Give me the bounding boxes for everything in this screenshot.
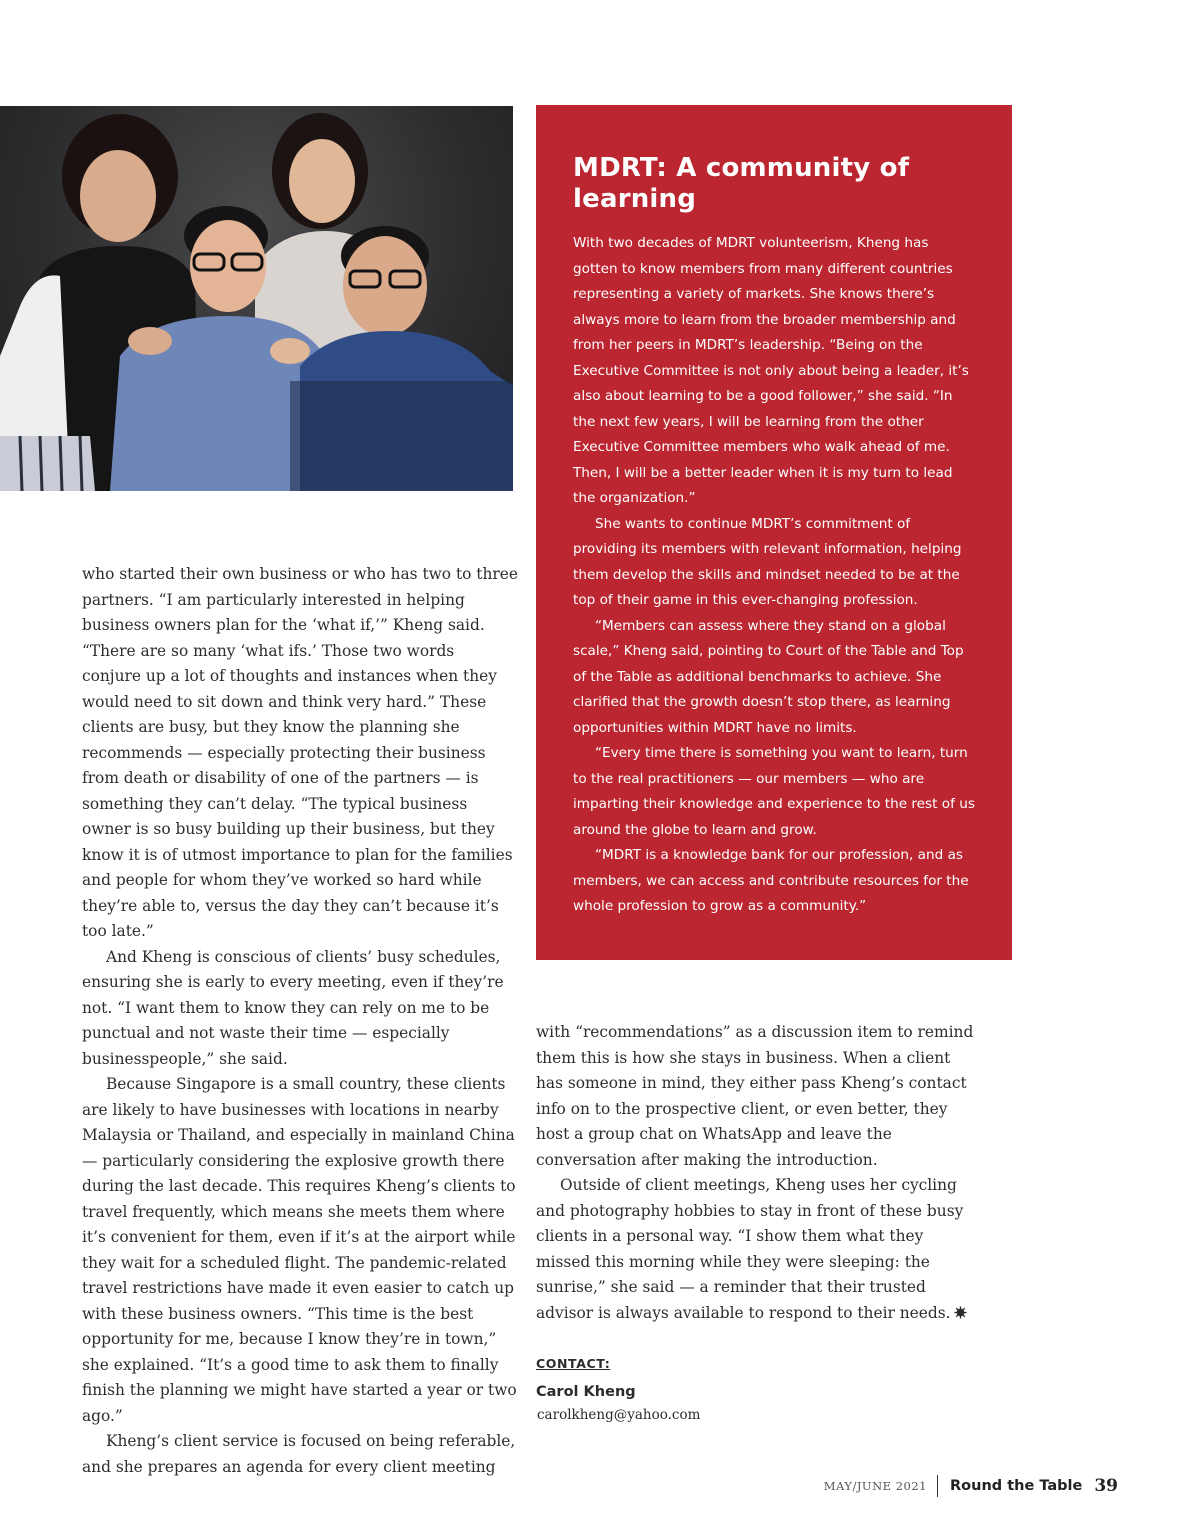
sidebar-box bbox=[536, 105, 1012, 960]
family-photo bbox=[0, 106, 513, 491]
end-mark-icon bbox=[954, 1306, 967, 1319]
footer-divider bbox=[937, 1475, 938, 1497]
family-photo-illustration bbox=[0, 106, 513, 491]
body-paragraph: Kheng’s client service is focused on being referable, and she prepares an agenda for every client meeting bbox=[82, 1432, 516, 1476]
body-paragraph: Because Singapore is a small country, these clients are likely to have businesses with locations in nearby Malaysia or Thailand, and especially in mainland China — particularly considering the explosive growth there during the last decade. This requires Kheng’s clients to travel frequently, which means she meets them where it’s convenient for them, even if it’s at the airport while they wait for a scheduled flight. The pandemic-related travel restrictions have made it even easier to catch up with these business owners. “This time is the best opportunity for me, because I know they’re in town,” she explained. “It’s a good time to ask them to finally finish the planning we might have started a year or two ago.” bbox=[82, 1075, 517, 1425]
page-number: 39 bbox=[1094, 1476, 1118, 1496]
body-paragraph-end bbox=[536, 1173, 976, 1326]
sidebar-paragraph: “Every time there is something you want to learn, turn to the real practitioners — our members — who are imparting their knowledge and experience to the rest of us around the globe to learn and grow. bbox=[573, 745, 975, 838]
sidebar-paragraph: “MDRT is a knowledge bank for our profession, and as members, we can access and contribute resources for the whole profession to grow as a community.” bbox=[573, 847, 969, 914]
sidebar-paragraph: She wants to continue MDRT’s commitment of providing its members with relevant information, helping them develop the skills and mindset needed to be at the top of their game in this ever-changing profession. bbox=[573, 515, 962, 608]
sidebar-paragraph: With two decades of MDRT volunteerism, Kheng has gotten to know members from many different countries representing a variety of markets. She knows there’s always more to learn from the broader membership and from her peers in MDRT’s leadership. “Being on the Executive Committee is not only about being a leader, it’s also about learning to be a good follower,” she said. “In the next few years, I will be learning from the other Executive Committee members who walk ahead of me. Then, I will be a better leader when it is my turn to lead the organization.” bbox=[573, 235, 969, 506]
body-column-right bbox=[536, 1020, 976, 1326]
body-paragraph: with “recommendations” as a discussion item to remind them this is how she stays in business. When a client has someone in mind, they either pass Kheng’s contact info on to the prospective client, or even better, they host a group chat on WhatsApp and leave the conversation after making the introduction. bbox=[536, 1023, 974, 1169]
sidebar-paragraph: “Members can assess where they stand on a global scale,” Kheng said, pointing to Court of the Table and Top of the Table as additional benchmarks to achieve. She clarified that the growth doesn’t stop there, as learning opportunities within MDRT have no limits. bbox=[573, 617, 964, 736]
contact-name: Carol Kheng bbox=[536, 1384, 636, 1400]
body-paragraph: Outside of client meetings, Kheng uses her cycling and photography hobbies to stay in front of these busy clients in a personal way. “I show them what they missed this morning while they were sleeping: the sunrise,” she said — a reminder that their trusted advisor is always available to respond to their needs. bbox=[536, 1176, 964, 1322]
body-paragraph: And Kheng is conscious of clients’ busy schedules, ensuring she is early to every meeting, even if they’re not. “I want them to know they can rely on me to be punctual and not waste their time — especially businesspeople,” she said. bbox=[82, 947, 504, 1068]
issue-date: MAY/JUNE 2021 bbox=[823, 1479, 927, 1493]
contact-email: carolkheng@yahoo.com bbox=[537, 1407, 701, 1423]
page-footer bbox=[824, 1473, 1118, 1499]
sidebar-title: MDRT: A community of learning bbox=[573, 153, 910, 214]
magazine-name: Round the Table bbox=[950, 1478, 1083, 1494]
body-column-left bbox=[82, 562, 518, 1480]
body-paragraph: who started their own business or who has two to three partners. “I am particularly interested in helping business owners plan for the ‘what if,’” Kheng said. “There are so many ‘what ifs.’ Those two words conjure up a lot of thoughts and instances when they would need to sit down and think very hard.” These clients are busy, but they know the planning she recommends — especially protecting their business from death or disability of one of the partners — is something they can’t delay. “The typical business owner is so busy building up their business, but they know it is of utmost importance to plan for the families and people for whom they’ve worked so hard while they’re able to, versus the day they can’t because it’s too late.” bbox=[82, 565, 518, 940]
contact-label: CONTACT: bbox=[536, 1356, 611, 1371]
